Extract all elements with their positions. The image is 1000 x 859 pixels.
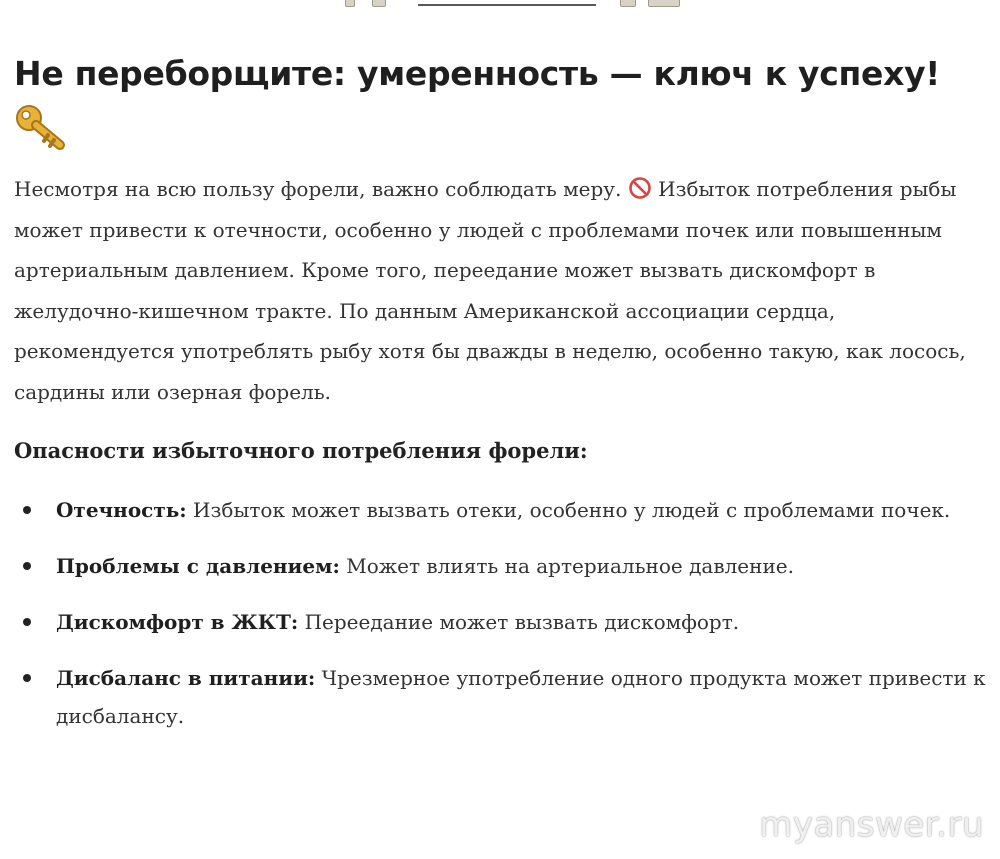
bullet-icon (23, 618, 31, 626)
site-watermark: myanswer.ru (759, 805, 984, 845)
list-item-text: Может влиять на артериальное давление. (346, 554, 794, 578)
section-heading: Не переборщите: умеренность — ключ к успеху! (14, 54, 941, 93)
cropped-fragment (620, 0, 636, 7)
cropped-fragment (345, 0, 355, 7)
list-item (14, 603, 996, 641)
no-entry-icon (628, 176, 652, 200)
list-item-term: Дисбаланс в питании: (56, 666, 316, 690)
list-item-term: Проблемы с давлением: (56, 554, 340, 578)
dangers-list (14, 491, 996, 735)
bullet-icon (23, 506, 31, 514)
bullet-icon (23, 674, 31, 682)
intro-paragraph (14, 169, 996, 412)
list-item-term: Дискомфорт в ЖКТ: (56, 610, 299, 634)
key-icon (14, 103, 66, 153)
list-item-text: Переедание может вызвать дискомфорт. (304, 610, 740, 634)
cropped-fragment (648, 0, 680, 7)
dangers-heading: Опасности избыточного потребления форели: (14, 438, 588, 463)
cropped-fragment (372, 0, 386, 7)
list-item (14, 659, 996, 735)
bullet-icon (23, 562, 31, 570)
cropped-top-strip (0, 0, 1000, 10)
intro-text-before: Несмотря на всю пользу форели, важно соблюдать меру. (14, 177, 622, 201)
intro-text-after: Избыток потребления рыбы может привести к отечности, особенно у людей с проблемами почек или повышенным артериальным давлением. Кроме того, переедание может вызвать дискомфорт в желудочно-кишечном тракте. По данным Американской ассоциации сердца, рекомендуется употреблять рыбу хотя бы дважды в неделю, особенно такую, как лосось, сардины или озерная форель. (14, 177, 966, 404)
list-item-text: Чрезмерное употребление одного продукта может привести к дисбалансу. (56, 666, 986, 728)
article-section (14, 50, 996, 753)
list-item (14, 547, 996, 585)
cropped-underline (418, 4, 596, 6)
list-item-text: Избыток может вызвать отеки, особенно у людей с проблемами почек. (193, 498, 951, 522)
list-item (14, 491, 996, 529)
list-item-term: Отечность: (56, 498, 187, 522)
